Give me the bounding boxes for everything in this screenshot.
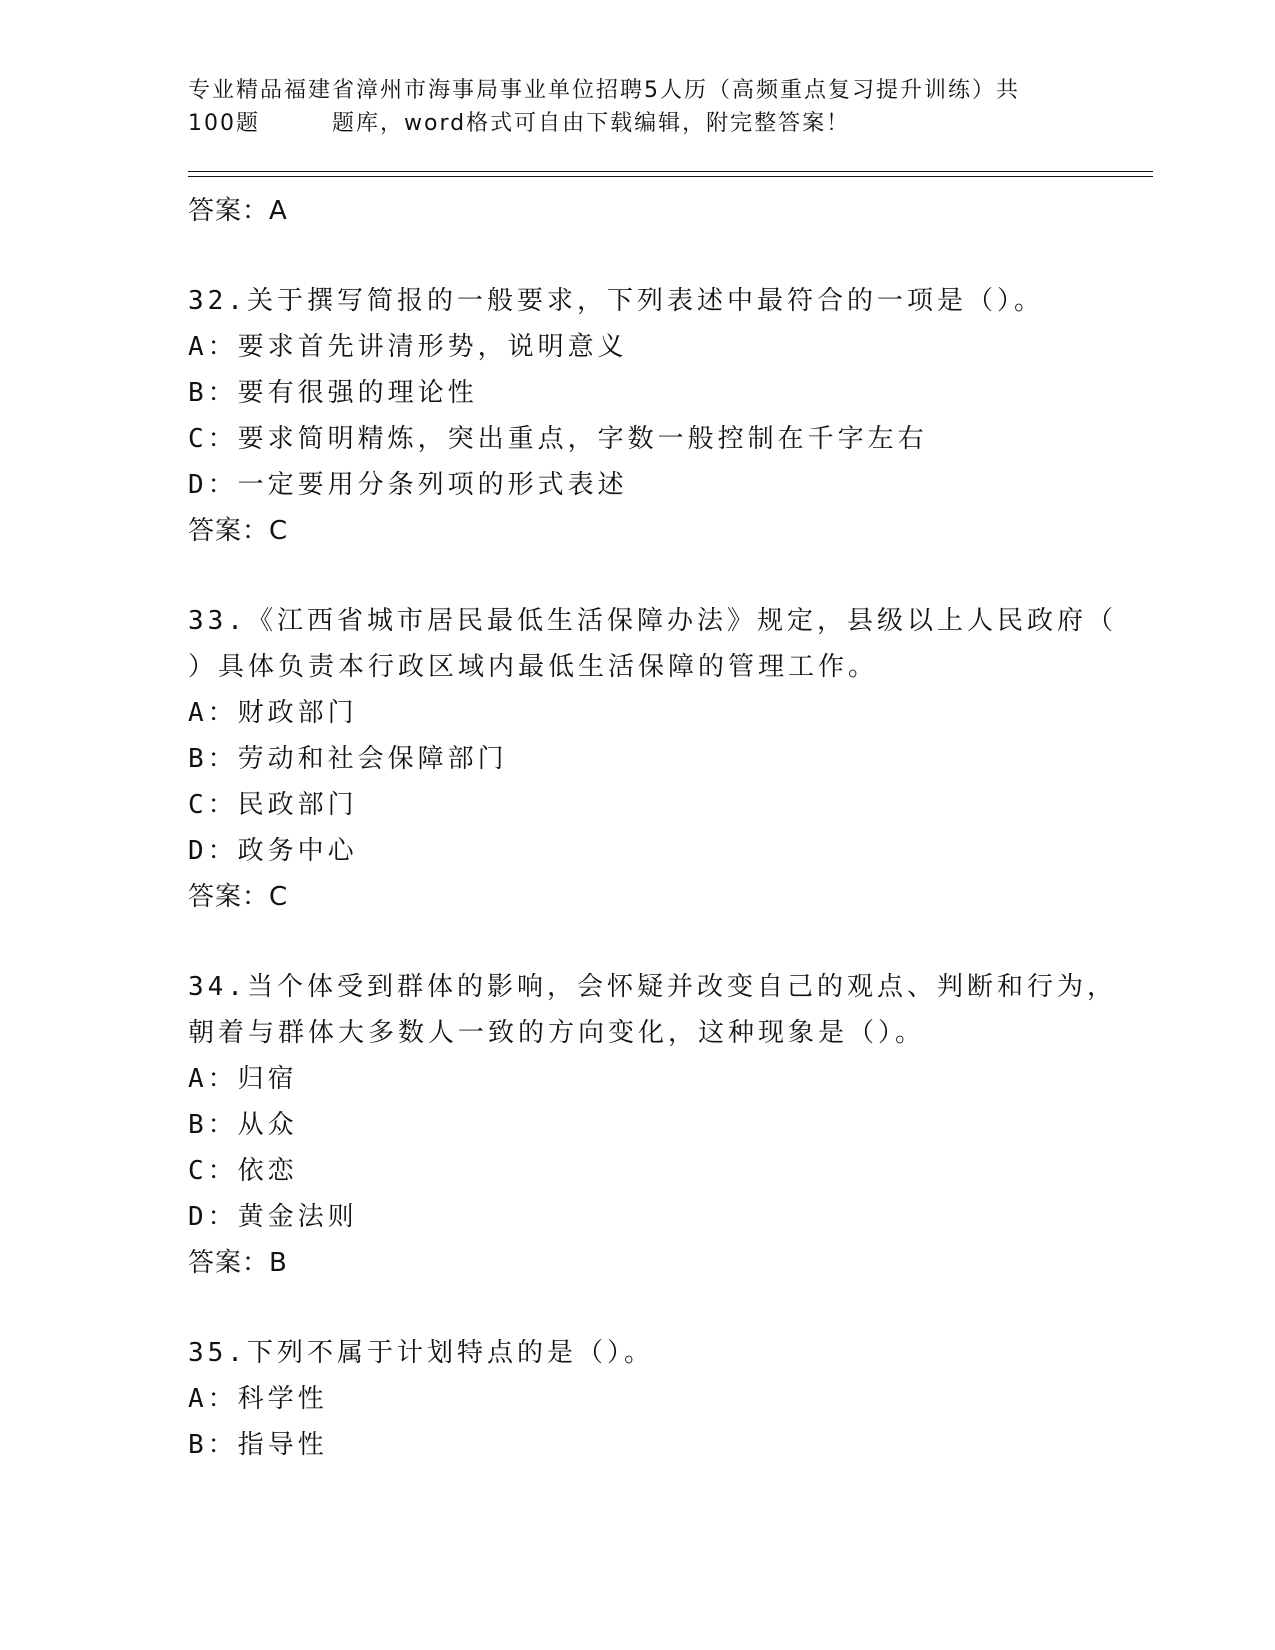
question-34 (188, 964, 1117, 1286)
question-32 (188, 278, 1088, 554)
header-line-1: 专业精品福建省漳州市海事局事业单位招聘5人历（高频重点复习提升训练）共 (188, 78, 1020, 103)
answer-line: 答案：C (188, 882, 289, 912)
question-content (188, 188, 1117, 1468)
question-text: 33.《江西省城市居民最低生活保障办法》规定，县级以上人民政府（ (188, 606, 1117, 636)
question-text: 32.关于撰写简报的一般要求，下列表述中最符合的一项是（）。 (188, 286, 1044, 316)
option-b: B：从众 (188, 1110, 298, 1140)
option-b: B：指导性 (188, 1430, 328, 1460)
option-d: D：黄金法则 (188, 1202, 358, 1232)
question-text: 35.下列不属于计划特点的是（）。 (188, 1338, 654, 1368)
option-c: C：依恋 (188, 1156, 298, 1186)
answer-line: 答案：A (188, 196, 288, 226)
option-c: C：民政部门 (188, 790, 358, 820)
header-rule-bottom (188, 176, 1153, 177)
spacer (188, 234, 1088, 278)
option-a: A：科学性 (188, 1384, 328, 1414)
option-b: B：要有很强的理论性 (188, 378, 478, 408)
document-header (188, 74, 1088, 140)
header-line-2: 100题 题库，word格式可自由下载编辑，附完整答案！ (188, 111, 851, 136)
question-33 (188, 598, 1117, 920)
answer-line: 答案：C (188, 516, 289, 546)
option-a: A：财政部门 (188, 698, 358, 728)
option-d: D：政务中心 (188, 836, 358, 866)
spacer (188, 554, 1088, 598)
question-text: ）具体负责本行政区域内最低生活保障的管理工作。 (188, 652, 879, 682)
spacer (188, 920, 1088, 964)
spacer (188, 1286, 1088, 1330)
option-c: C：要求简明精炼，突出重点，字数一般控制在千字左右 (188, 424, 928, 454)
option-b: B：劳动和社会保障部门 (188, 744, 508, 774)
question-35 (188, 1330, 1088, 1468)
option-d: D：一定要用分条列项的形式表述 (188, 470, 628, 500)
option-a: A：要求首先讲清形势，说明意义 (188, 332, 628, 362)
header-rule-top (188, 171, 1153, 172)
question-text: 34.当个体受到群体的影响，会怀疑并改变自己的观点、判断和行为， (188, 972, 1117, 1002)
option-a: A：归宿 (188, 1064, 298, 1094)
answer-line: 答案：B (188, 1248, 288, 1278)
question-text: 朝着与群体大多数人一致的方向变化，这种现象是（）。 (188, 1018, 926, 1048)
